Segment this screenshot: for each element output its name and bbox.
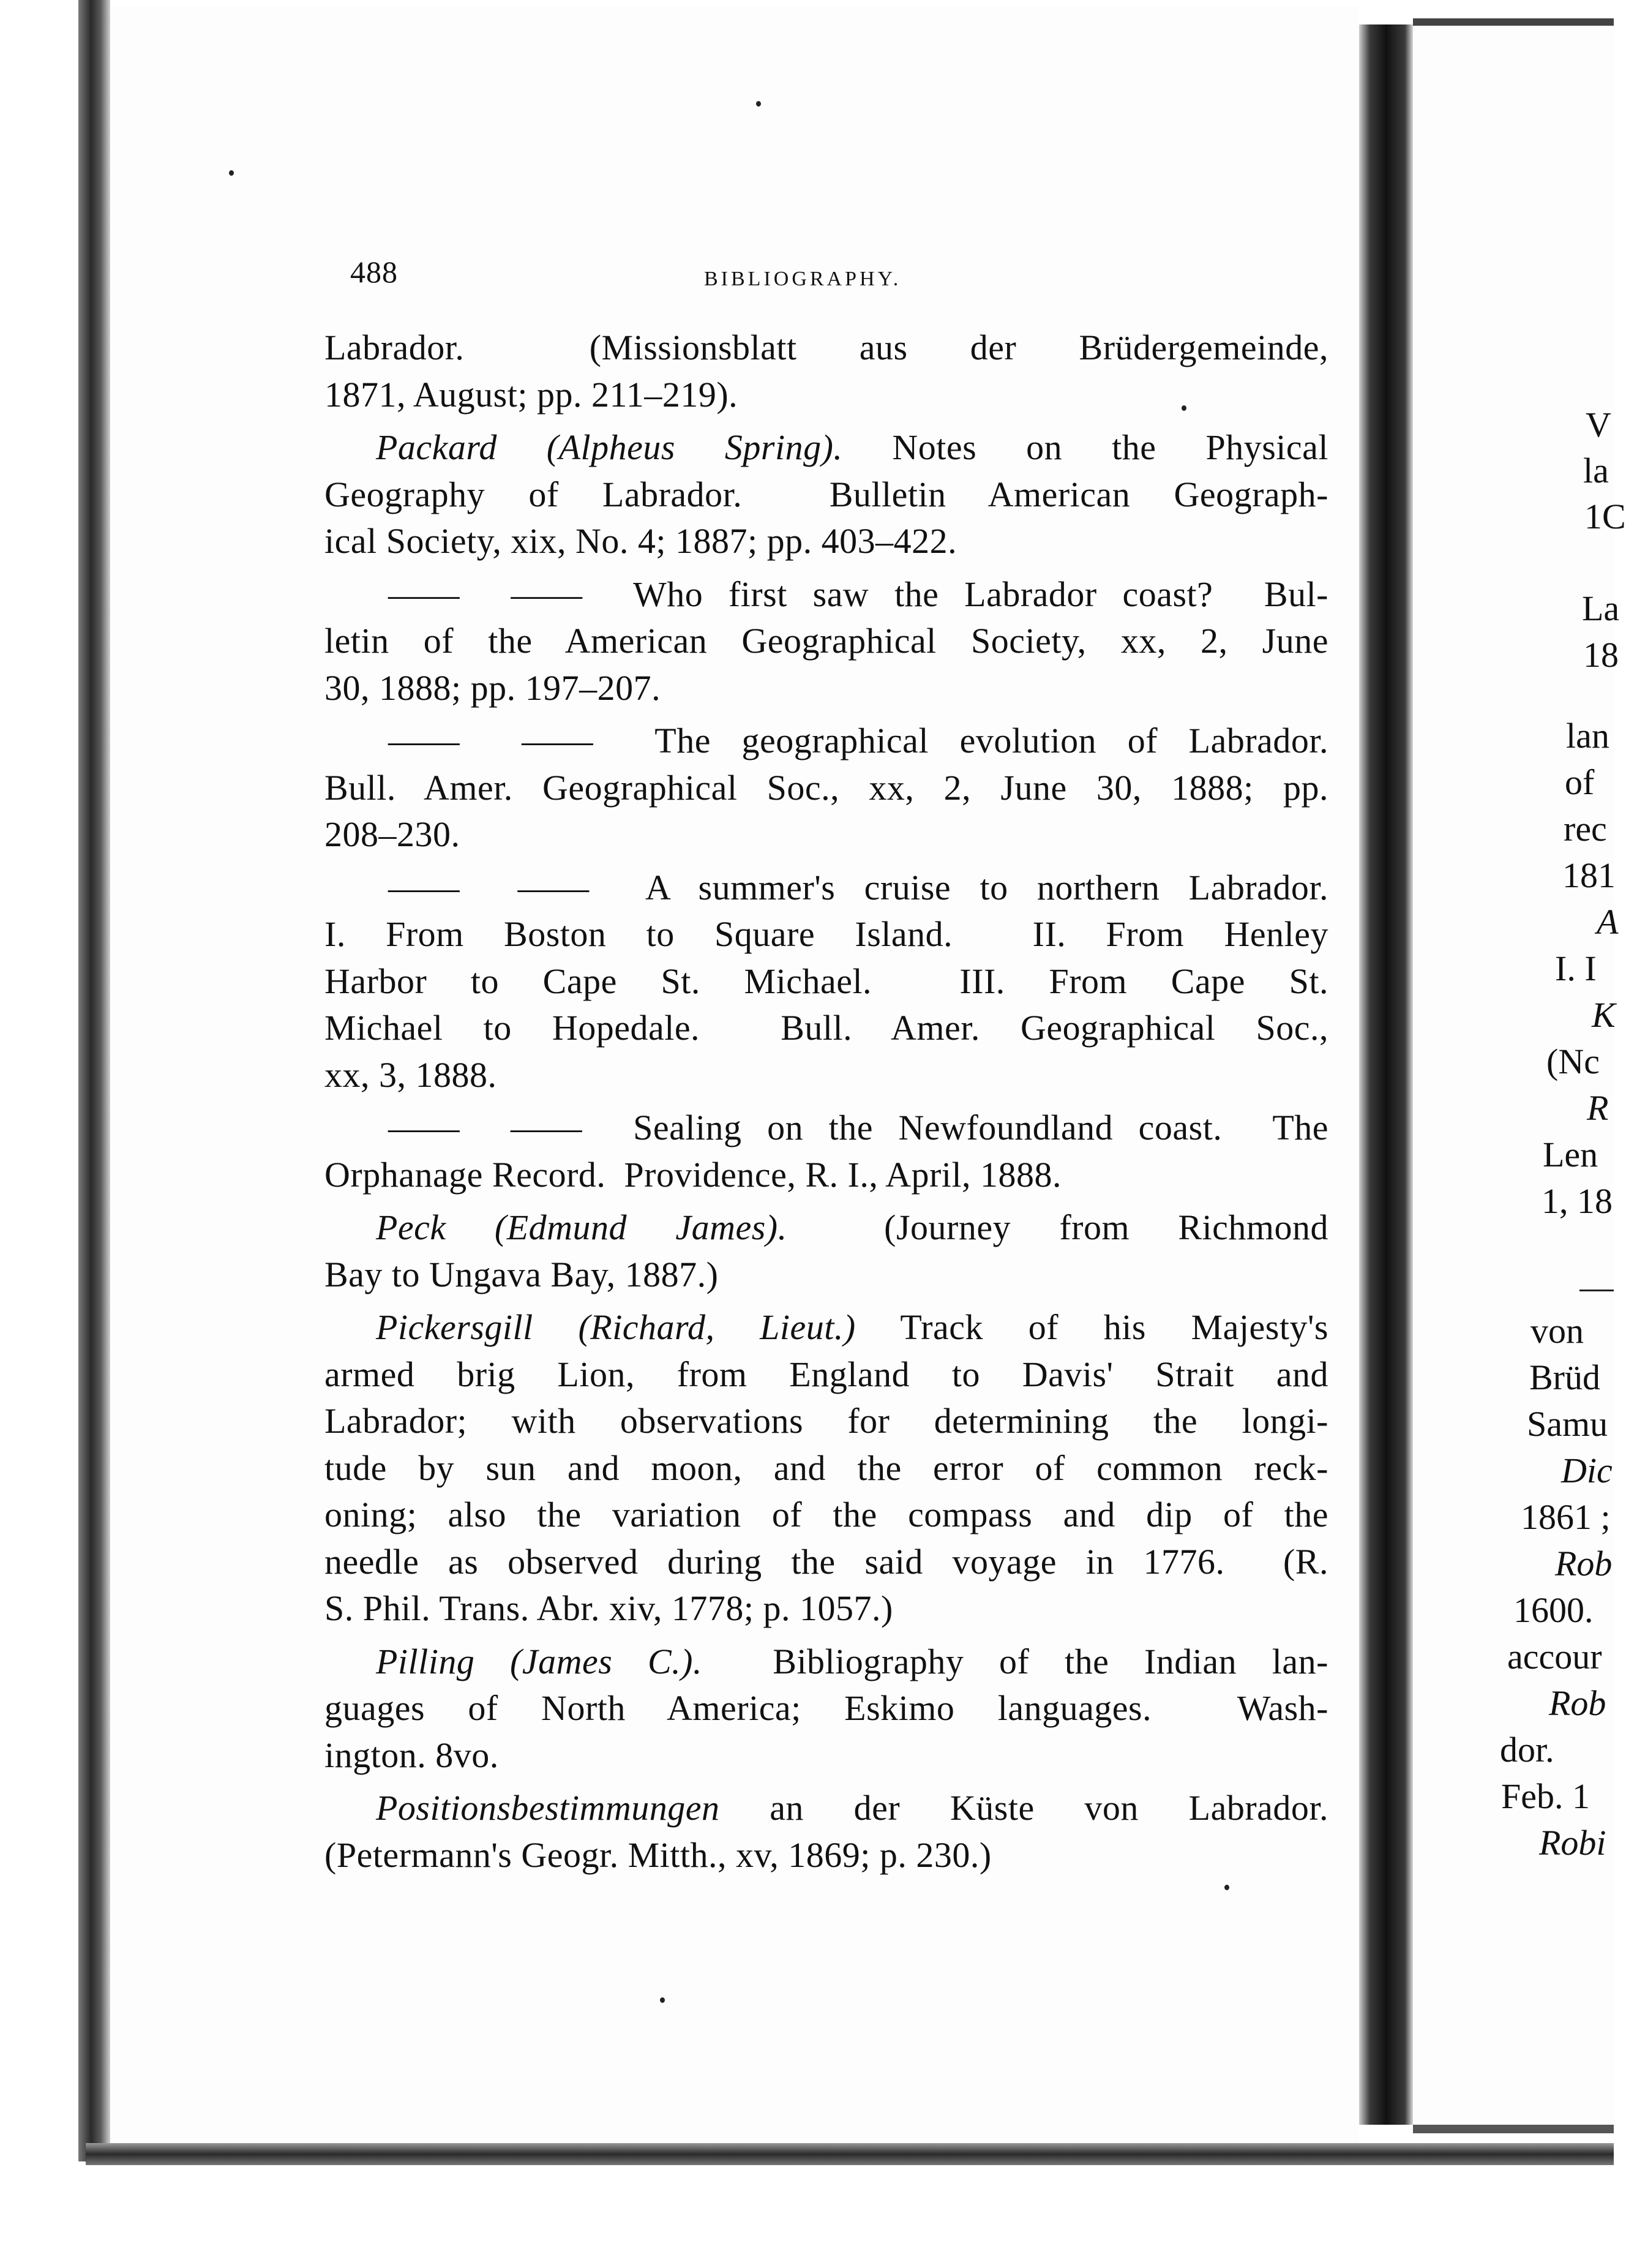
entry-text: S. Phil. Trans. Abr. xiv, 1778; p. 1057.): [324, 1588, 893, 1628]
entry-line: [324, 372, 1328, 419]
entry-gap: [324, 1198, 1328, 1204]
ditto-dash: —— ——: [388, 867, 590, 907]
bibliography-entry: [324, 1105, 1328, 1198]
entry-line: [324, 325, 1328, 372]
entry-line: [324, 1785, 1328, 1832]
entry-line: [324, 865, 1328, 912]
entry-line: [324, 718, 1328, 765]
entry-line: [324, 1832, 1328, 1879]
entry-text: armed brig Lion, from England to Davis' Strait and: [324, 1354, 1328, 1394]
entry-text: (Petermann's Geogr. Mitth., xv, 1869; p. 230.): [324, 1834, 992, 1875]
right-page-fragment: 1600.: [1513, 1590, 1594, 1630]
right-page-fragment: Rob: [1555, 1544, 1613, 1583]
entry-gap: [324, 418, 1328, 424]
right-page-fragment: Samu: [1527, 1404, 1608, 1444]
entry-author: Positionsbestimmungen: [376, 1788, 720, 1828]
entry-line: [324, 1732, 1328, 1779]
right-page-bottom-edge: [1413, 2125, 1614, 2133]
right-page-fragment: V: [1586, 405, 1611, 445]
entry-line: [324, 571, 1328, 618]
entry-gap: [324, 1298, 1328, 1304]
entry-line: [324, 1252, 1328, 1299]
dust-speck: [229, 170, 234, 176]
entry-text: Labrador; with observations for determining the longi-: [324, 1401, 1328, 1441]
right-page-fragment: Len: [1543, 1135, 1598, 1174]
bibliography-entry: [324, 571, 1328, 712]
entry-text: Who first saw the Labrador coast? Bul-: [582, 574, 1328, 614]
right-page-fragment: Rob: [1549, 1683, 1606, 1723]
right-page-fragment: (Nc: [1546, 1042, 1600, 1081]
entry-text: guages of North America; Eskimo languages. Wash-: [324, 1688, 1328, 1728]
right-page-fragment: K: [1592, 995, 1616, 1035]
entry-text: Geography of Labrador. Bulletin American Geograph-: [324, 474, 1328, 514]
right-page-fragment: rec: [1564, 809, 1607, 849]
entry-text: 208–230.: [324, 814, 460, 854]
entry-author: Pilling (James C.).: [376, 1641, 702, 1681]
entry-text: The geographical evolution of Labrador.: [593, 721, 1328, 760]
ditto-dash: —— ——: [388, 574, 583, 614]
entry-line: [324, 1398, 1328, 1445]
entry-gap: [324, 1879, 1328, 1885]
entry-line: [324, 1005, 1328, 1052]
entry-line: [324, 1585, 1328, 1632]
entry-text: ington. 8vo.: [324, 1735, 499, 1775]
entry-text: needle as observed during the said voyage in 1776. (R.: [324, 1541, 1328, 1582]
entry-text: Orphanage Record. Providence, R. I., April, 1888.: [324, 1154, 1062, 1195]
entry-line: [324, 518, 1328, 565]
right-page-fragment: R: [1587, 1088, 1609, 1128]
entry-text: Labrador. (Missionsblatt aus der Brüdergemeinde,: [324, 328, 1328, 367]
right-page-fragment: Brüd: [1529, 1357, 1600, 1397]
ditto-dash: —— ——: [388, 1108, 583, 1147]
page-number: 488: [350, 255, 398, 289]
entry-line: [324, 1105, 1328, 1152]
entry-text: letin of the American Geographical Society, xx, 2, June: [324, 621, 1328, 661]
bibliography-entry: [324, 424, 1328, 565]
running-head: BIBLIOGRAPHY.: [704, 268, 902, 290]
entry-text: tude by sun and moon, and the error of common reck-: [324, 1448, 1328, 1488]
right-page-fragment: 1, 18: [1542, 1181, 1613, 1221]
right-page-fragment: Feb. 1: [1501, 1776, 1590, 1816]
entry-text: Michael to Hopedale. Bull. Amer. Geographical Soc.,: [324, 1008, 1328, 1048]
bibliography-entry: [324, 1304, 1328, 1632]
entry-line: [324, 765, 1328, 812]
entry-gap: [324, 1098, 1328, 1105]
entry-line: [324, 1152, 1328, 1199]
right-page-fragment: dor.: [1500, 1730, 1554, 1770]
entry-text: A summer's cruise to northern Labrador.: [589, 867, 1329, 907]
entry-author: Packard (Alpheus Spring).: [376, 427, 843, 467]
right-page-fragment: La: [1582, 588, 1620, 628]
entry-line: [324, 665, 1328, 712]
bibliography-entry: [324, 865, 1328, 1099]
right-page-fragment: of: [1565, 762, 1595, 802]
entry-line: [324, 811, 1328, 858]
right-page-fragment: 18: [1583, 635, 1619, 675]
entry-line: [324, 1639, 1328, 1686]
entry-line: [324, 958, 1328, 1005]
dust-speck: [1224, 1885, 1229, 1890]
dust-speck: [756, 101, 761, 107]
entry-text: oning; also the variation of the compass and dip of the: [324, 1495, 1328, 1534]
ditto-dash: —— ——: [388, 721, 594, 760]
entry-line: [324, 1351, 1328, 1399]
scan-edge-left: [78, 0, 110, 2161]
bibliography-entry: [324, 325, 1328, 418]
entry-author: Peck (Edmund James).: [376, 1207, 787, 1247]
right-page-fragment: 181: [1562, 855, 1616, 895]
right-page-fragment: I. I: [1555, 948, 1597, 988]
right-page-top-edge: [1413, 18, 1614, 26]
book-gutter: [1359, 24, 1413, 2125]
entry-text: Bay to Ungava Bay, 1887.): [324, 1254, 719, 1294]
entry-gap: [324, 712, 1328, 718]
entry-line: [324, 618, 1328, 665]
entry-line: [324, 471, 1328, 519]
entry-gap: [324, 858, 1328, 865]
right-page-fragment: A: [1597, 902, 1619, 942]
right-page-fragment: Dic: [1561, 1451, 1613, 1490]
entry-line: [324, 1445, 1328, 1492]
entry-text: ical Society, xix, No. 4; 1887; pp. 403–422.: [324, 521, 957, 561]
entry-line: [324, 1052, 1328, 1099]
right-page-fragment: la: [1583, 451, 1609, 490]
right-page-fragment: lan: [1566, 716, 1609, 756]
entry-line: [324, 424, 1328, 471]
entry-text: Notes on the Physical: [842, 427, 1328, 467]
entry-line: [324, 1492, 1328, 1539]
entry-line: [324, 1685, 1328, 1732]
bibliography-entries: [324, 325, 1328, 1885]
entry-gap: [324, 1779, 1328, 1785]
right-page-dash: [1579, 1290, 1614, 1291]
entry-line: [324, 1304, 1328, 1351]
right-page-fragment: von: [1530, 1311, 1584, 1351]
entry-text: Bibliography of the Indian lan-: [702, 1641, 1328, 1681]
entry-text: Track of his Majesty's: [855, 1307, 1328, 1347]
entry-gap: [324, 1632, 1328, 1639]
entry-text: Bull. Amer. Geographical Soc., xx, 2, June 30, 1888; pp.: [324, 767, 1328, 808]
bibliography-entry: [324, 1785, 1328, 1879]
right-page-fragment: 1861 ;: [1521, 1497, 1611, 1537]
entry-text: I. From Boston to Square Island. II. From Henley: [324, 914, 1328, 954]
scan-edge-bottom: [86, 2143, 1614, 2165]
bibliography-entry: [324, 718, 1328, 858]
entry-line: [324, 1204, 1328, 1252]
entry-text: an der Küste von Labrador.: [719, 1788, 1328, 1828]
entry-text: xx, 3, 1888.: [324, 1054, 497, 1095]
bibliography-entry: [324, 1639, 1328, 1779]
entry-text: (Journey from Richmond: [787, 1207, 1329, 1247]
entry-text: 30, 1888; pp. 197–207.: [324, 667, 661, 708]
entry-line: [324, 911, 1328, 958]
entry-text: Sealing on the Newfoundland coast. The: [582, 1108, 1329, 1147]
bibliography-entry: [324, 1204, 1328, 1298]
entry-line: [324, 1539, 1328, 1586]
entry-text: Harbor to Cape St. Michael. III. From Cape St.: [324, 961, 1328, 1001]
entry-text: 1871, August; pp. 211–219).: [324, 374, 738, 415]
entry-author: Pickersgill (Richard, Lieut.): [376, 1307, 856, 1347]
entry-gap: [324, 565, 1328, 571]
right-page-fragment: Robi: [1539, 1823, 1606, 1863]
right-page-fragment: accour: [1507, 1637, 1602, 1677]
right-page-fragment: 1C: [1584, 497, 1626, 536]
dust-speck: [660, 1997, 665, 2003]
